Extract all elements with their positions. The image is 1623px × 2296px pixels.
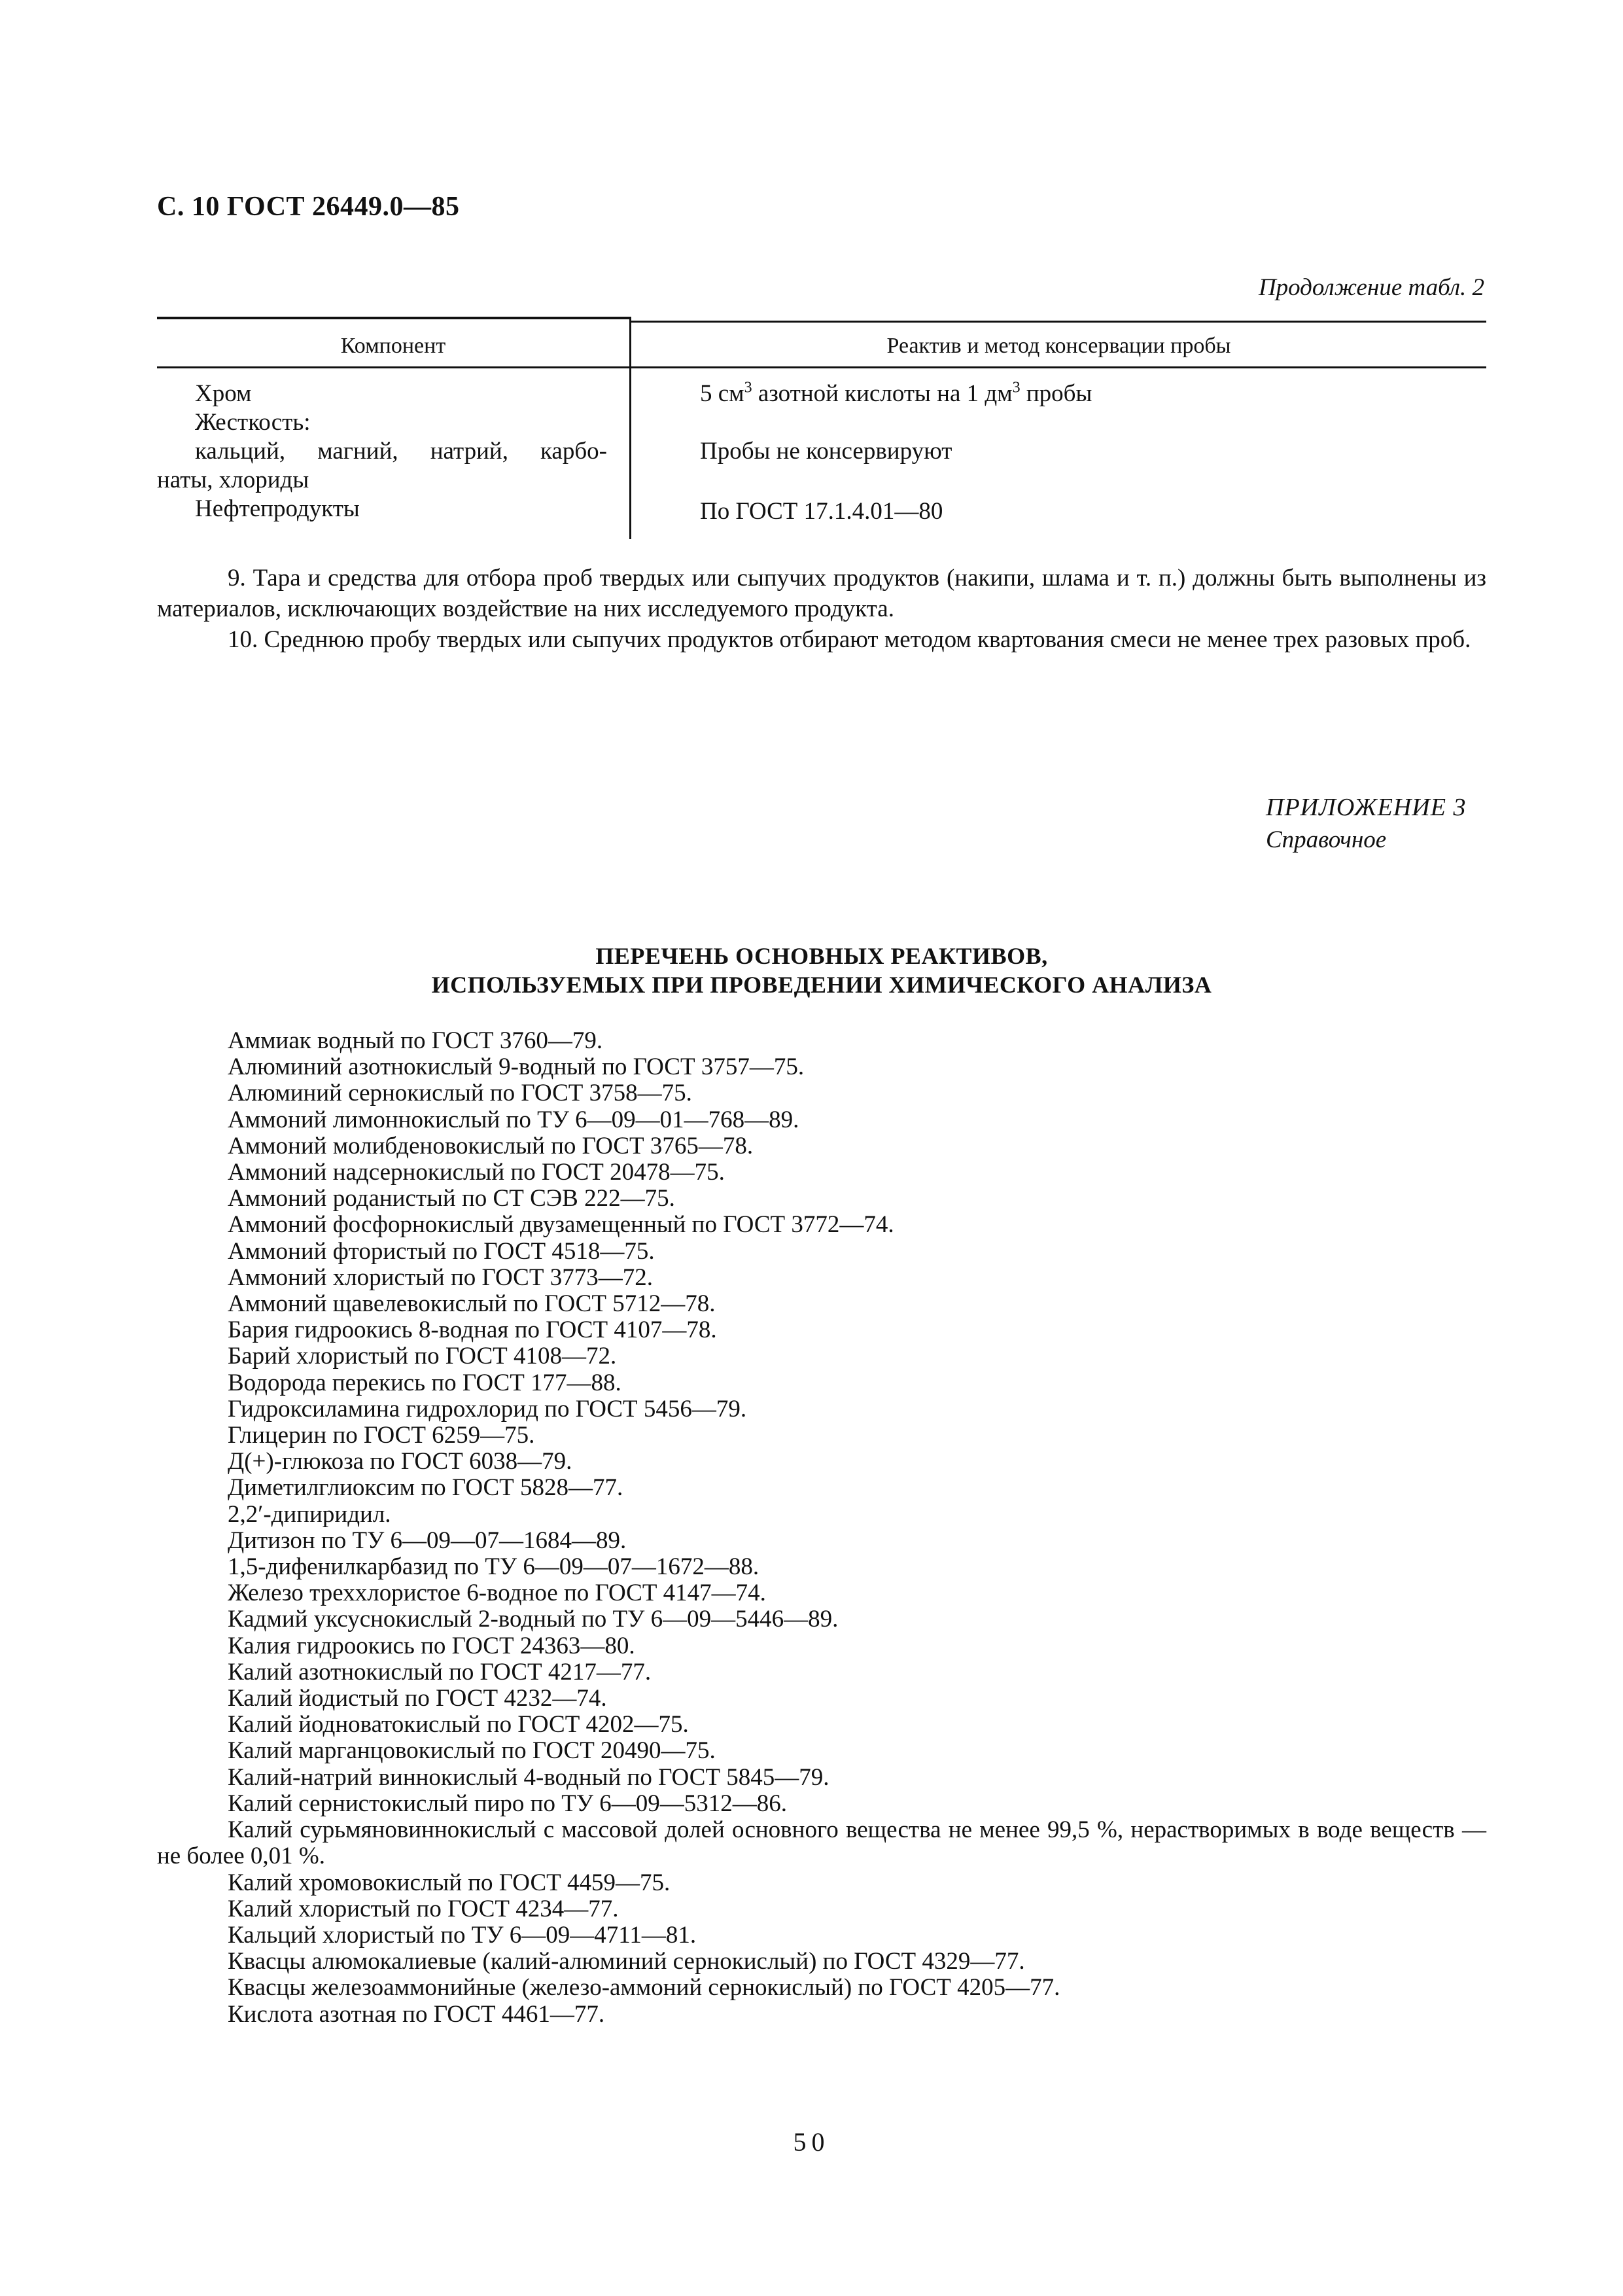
table-cell-method: По ГОСТ 17.1.4.01—80 <box>700 498 943 525</box>
section-heading: ПЕРЕЧЕНЬ ОСНОВНЫХ РЕАКТИВОВ, <box>595 943 1048 969</box>
list-item: Калий сурьмяновиннокислый с массовой долей основного вещества не менее 99,5 %, нерастворимых в воде веществ — не более 0,01 %. <box>157 1816 1486 1870</box>
list-item: Аммоний роданистый по СТ СЭВ 222—75. <box>228 1185 675 1212</box>
list-item: Калий-натрий виннокислый 4-водный по ГОСТ 5845—79. <box>228 1763 829 1791</box>
list-item: Калий йодноватокислый по ГОСТ 4202—75. <box>228 1711 689 1739</box>
list-item: Аммоний фосфорнокислый двузамещенный по ГОСТ 3772—74. <box>228 1211 894 1239</box>
list-item: Водорода перекись по ГОСТ 177—88. <box>228 1369 621 1396</box>
list-item: Калий йодистый по ГОСТ 4232—74. <box>228 1685 607 1712</box>
list-item: Кислота азотная по ГОСТ 4461—77. <box>228 2000 605 2028</box>
list-item: Калий хромовокислый по ГОСТ 4459—75. <box>228 1869 671 1896</box>
table-cell-method: 5 $см^3$ азотной кислоты на 1 $дм^3$ пробы <box>700 379 1092 407</box>
appendix-title: ПРИЛОЖЕНИЕ 3 <box>1266 794 1467 821</box>
list-item: Калия гидроокись по ГОСТ 24363—80. <box>228 1632 635 1659</box>
list-item: Гидроксиламина гидрохлорид по ГОСТ 5456—79. <box>228 1395 747 1422</box>
page-number: 50 <box>793 2127 830 2157</box>
table-top-rule-right <box>629 321 1486 323</box>
table-cell-method: Пробы не консервируют <box>700 438 952 465</box>
list-item: Барий хлористый по ГОСТ 4108—72. <box>228 1343 617 1370</box>
section-heading-line2: ИСПОЛЬЗУЕМЫХ ПРИ ПРОВЕДЕНИИ ХИМИЧЕСКОГО АНАЛИЗА <box>431 972 1212 998</box>
list-item: Аммоний надсернокислый по ГОСТ 20478—75. <box>228 1159 725 1186</box>
table-cell-component: Нефтепродукты <box>195 495 360 522</box>
list-item: Кадмий уксуснокислый 2-водный по ТУ 6—09—5446—89. <box>228 1606 839 1633</box>
table-cell-component: Жесткость: <box>195 409 311 436</box>
list-item: 1,5-дифенилкарбазид по ТУ 6—09—07—1672—88. <box>228 1553 759 1581</box>
list-item: Глицерин по ГОСТ 6259—75. <box>228 1422 535 1449</box>
table-cell-component: наты, хлориды <box>157 467 309 493</box>
list-item: Аммоний молибденовокислый по ГОСТ 3765—78. <box>228 1132 754 1159</box>
table-header-rule <box>157 366 1486 368</box>
list-item: Аммоний щавелевокислый по ГОСТ 5712—78. <box>228 1290 716 1318</box>
list-item: Квасцы алюмокалиевые (калий-алюминий сернокислый) по ГОСТ 4329—77. <box>228 1948 1025 1975</box>
list-item: Железо треххлористое 6-водное по ГОСТ 4147—74. <box>228 1580 766 1607</box>
list-item: Калий марганцовокислый по ГОСТ 20490—75. <box>228 1737 716 1765</box>
table-header-method: Реактив и метод консервации пробы <box>886 334 1231 358</box>
page-header: С. 10 ГОСТ 26449.0—85 <box>157 192 460 222</box>
table-header-component: Компонент <box>340 334 446 358</box>
list-item: Аммоний хлористый по ГОСТ 3773—72. <box>228 1263 653 1291</box>
list-item: Д(+)-глюкоза по ГОСТ 6038—79. <box>228 1448 572 1475</box>
table-continuation-label: Продолжение табл. 2 <box>1258 274 1484 301</box>
list-item: Аммоний лимоннокислый по ТУ 6—09—01—768—89. <box>228 1106 799 1133</box>
table-top-rule <box>157 317 629 319</box>
list-item: Алюминий азотнокислый 9-водный по ГОСТ 3757—75. <box>228 1053 805 1081</box>
reagent-list <box>157 1028 1486 2028</box>
appendix-subtitle: Справочное <box>1266 826 1387 853</box>
list-item: Дитизон по ТУ 6—09—07—1684—89. <box>228 1527 627 1554</box>
list-item: 2,2′-дипиридил. <box>228 1500 391 1528</box>
table-cell-component: Хром <box>195 380 252 407</box>
list-item: Калий сернистокислый пиро по ТУ 6—09—5312—86. <box>228 1790 788 1817</box>
list-item: Аммоний фтористый по ГОСТ 4518—75. <box>228 1237 655 1265</box>
paragraph-10: 10. Среднюю пробу твердых или сыпучих продуктов отбирают методом квартования смеси не менее трех разовых проб. <box>228 626 1471 653</box>
list-item: Калий хлористый по ГОСТ 4234—77. <box>228 1895 619 1922</box>
table-cell-component: кальций, магний, натрий, карбо- <box>195 438 607 465</box>
list-item: Диметилглиоксим по ГОСТ 5828—77. <box>228 1474 623 1502</box>
list-item: Бария гидроокись 8-водная по ГОСТ 4107—78. <box>228 1316 717 1344</box>
list-item: Алюминий сернокислый по ГОСТ 3758—75. <box>228 1080 692 1107</box>
list-item: Калий азотнокислый по ГОСТ 4217—77. <box>228 1658 652 1686</box>
list-item: Кальций хлористый по ТУ 6—09—4711—81. <box>228 1921 697 1949</box>
list-item: Квасцы железоаммонийные (железо-аммоний сернокислый) по ГОСТ 4205—77. <box>228 1974 1060 2002</box>
paragraph-9: 9. Тара и средства для отбора проб твердых или сыпучих продуктов (накипи, шлама и т. п.) должны быть выполнены из материалов, исключающих воздействие на них исследуемого продукта. <box>157 565 1486 622</box>
list-item: Аммиак водный по ГОСТ 3760—79. <box>228 1027 603 1054</box>
